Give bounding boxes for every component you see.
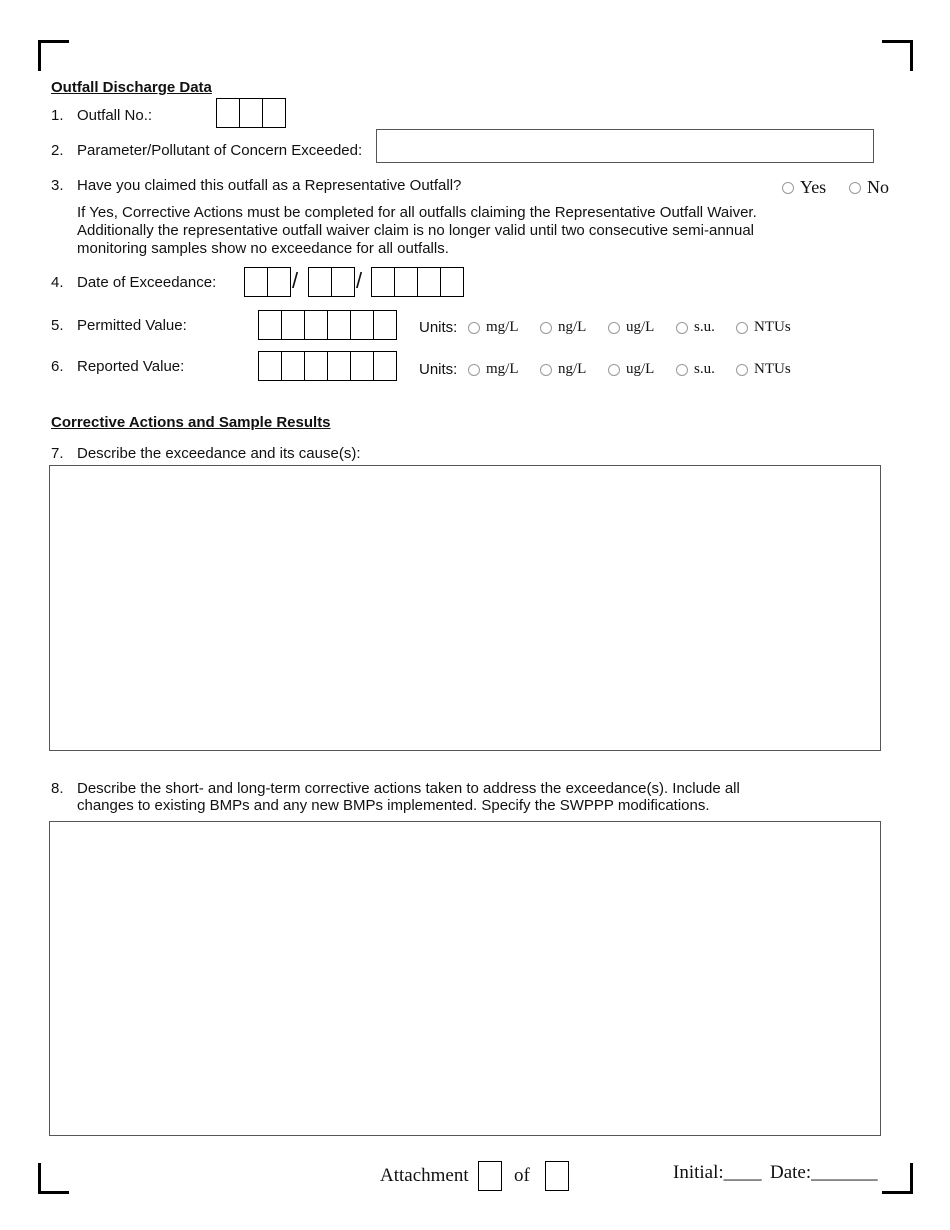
char-box[interactable]: [240, 99, 263, 127]
unit-label: ng/L: [558, 319, 587, 335]
unit-label: ug/L: [626, 319, 655, 335]
reported-unit-ugl[interactable]: [608, 361, 654, 378]
char-box[interactable]: [351, 311, 374, 339]
permitted-unit-su[interactable]: [676, 319, 715, 336]
radio-yes[interactable]: [782, 177, 826, 198]
char-box[interactable]: [351, 352, 374, 380]
char-box[interactable]: [282, 352, 305, 380]
char-box[interactable]: [328, 352, 351, 380]
item-number: 5.: [51, 317, 64, 334]
radio-circle-icon[interactable]: [736, 322, 748, 334]
describe-exceedance-textarea[interactable]: [49, 465, 881, 751]
permitted-value-input[interactable]: [258, 310, 397, 340]
item-number: 3.: [51, 177, 64, 194]
outfall-no-label: Outfall No.:: [77, 107, 153, 124]
date-of-exceedance-label: Date of Exceedance:: [77, 274, 217, 291]
note-line: If Yes, Corrective Actions must be completed for all outfalls claiming the Representative Outfall Waiver.: [77, 204, 757, 221]
radio-circle-icon[interactable]: [468, 322, 480, 334]
label-line: changes to existing BMPs and any new BMPs implemented. Specify the SWPPP modifications.: [77, 797, 710, 814]
unit-label: ug/L: [626, 361, 655, 377]
radio-no-label: No: [867, 177, 889, 197]
permitted-unit-ngl[interactable]: [540, 319, 586, 336]
unit-label: mg/L: [486, 361, 519, 377]
unit-label: ng/L: [558, 361, 587, 377]
char-box[interactable]: [263, 99, 285, 127]
item-number: 8.: [51, 780, 64, 797]
note-line: Additionally the representative outfall waiver claim is no longer valid until two consecutive semi-annual: [77, 222, 755, 239]
corner-mark-top-left: [38, 40, 69, 71]
char-box[interactable]: [268, 268, 290, 296]
permitted-unit-ntus[interactable]: [736, 319, 791, 336]
item-number: 4.: [51, 274, 64, 291]
char-box[interactable]: [441, 268, 463, 296]
representative-outfall-note: [77, 204, 817, 258]
radio-circle-icon[interactable]: [849, 182, 861, 194]
radio-circle-icon[interactable]: [676, 364, 688, 376]
reported-value-input[interactable]: [258, 351, 397, 381]
reported-unit-ngl[interactable]: [540, 361, 586, 378]
char-box[interactable]: [372, 268, 395, 296]
reported-unit-ntus[interactable]: [736, 361, 791, 378]
char-box[interactable]: [305, 352, 328, 380]
radio-circle-icon[interactable]: [608, 322, 620, 334]
reported-unit-mgl[interactable]: [468, 361, 519, 378]
corner-mark-bottom-right: [882, 1163, 913, 1194]
reported-unit-su[interactable]: [676, 361, 715, 378]
reported-value-label: Reported Value:: [77, 358, 185, 375]
unit-label: NTUs: [754, 361, 791, 377]
initial-field[interactable]: Initial:____: [673, 1162, 762, 1183]
corrective-actions-textarea[interactable]: [49, 821, 881, 1136]
parameter-label: Parameter/Pollutant of Concern Exceeded:: [77, 142, 363, 159]
date-field[interactable]: Date:_______: [770, 1162, 878, 1183]
radio-circle-icon[interactable]: [540, 364, 552, 376]
unit-label: s.u.: [694, 319, 715, 335]
radio-circle-icon[interactable]: [736, 364, 748, 376]
date-separator: /: [292, 268, 299, 293]
outfall-no-input[interactable]: [216, 98, 286, 128]
char-box[interactable]: [374, 352, 396, 380]
char-box[interactable]: [328, 311, 351, 339]
char-box[interactable]: [259, 352, 282, 380]
radio-circle-icon[interactable]: [782, 182, 794, 194]
date-day-input[interactable]: [308, 267, 355, 297]
item-number: 6.: [51, 358, 64, 375]
radio-no[interactable]: [849, 177, 889, 198]
date-separator: /: [356, 268, 363, 293]
item-number: 1.: [51, 107, 64, 124]
radio-circle-icon[interactable]: [608, 364, 620, 376]
radio-circle-icon[interactable]: [540, 322, 552, 334]
corner-mark-top-right: [882, 40, 913, 71]
radio-circle-icon[interactable]: [676, 322, 688, 334]
item-number: 7.: [51, 445, 64, 462]
char-box[interactable]: [309, 268, 332, 296]
date-year-input[interactable]: [371, 267, 464, 297]
corrective-actions-label: [77, 780, 817, 814]
permitted-unit-ugl[interactable]: [608, 319, 654, 336]
reported-units-label: Units:: [419, 361, 458, 378]
unit-label: s.u.: [694, 361, 715, 377]
permitted-value-label: Permitted Value:: [77, 317, 187, 334]
unit-label: mg/L: [486, 319, 519, 335]
attachment-total-input[interactable]: [545, 1161, 569, 1191]
parameter-input[interactable]: [376, 129, 874, 163]
char-box[interactable]: [395, 268, 418, 296]
radio-circle-icon[interactable]: [468, 364, 480, 376]
section-heading-outfall-discharge: Outfall Discharge Data: [51, 79, 212, 96]
attachment-number-input[interactable]: [478, 1161, 502, 1191]
corner-mark-bottom-left: [38, 1163, 69, 1194]
attachment-of-label: of: [514, 1165, 530, 1186]
permitted-unit-mgl[interactable]: [468, 319, 519, 336]
char-box[interactable]: [259, 311, 282, 339]
section-heading-corrective-actions: Corrective Actions and Sample Results: [51, 414, 331, 431]
char-box[interactable]: [282, 311, 305, 339]
char-box[interactable]: [374, 311, 396, 339]
attachment-label: Attachment: [380, 1165, 469, 1186]
radio-yes-label: Yes: [800, 177, 827, 197]
char-box[interactable]: [217, 99, 240, 127]
label-line: Describe the short- and long-term corrective actions taken to address the exceedance(s). Include all: [77, 780, 740, 797]
char-box[interactable]: [305, 311, 328, 339]
char-box[interactable]: [245, 268, 268, 296]
date-month-input[interactable]: [244, 267, 291, 297]
note-line: monitoring samples show no exceedance for all outfalls.: [77, 240, 449, 257]
describe-exceedance-label: Describe the exceedance and its cause(s):: [77, 445, 361, 462]
char-box[interactable]: [332, 268, 354, 296]
representative-outfall-question: Have you claimed this outfall as a Representative Outfall?: [77, 177, 462, 194]
unit-label: NTUs: [754, 319, 791, 335]
item-number: 2.: [51, 142, 64, 159]
char-box[interactable]: [418, 268, 441, 296]
permitted-units-label: Units:: [419, 319, 458, 336]
